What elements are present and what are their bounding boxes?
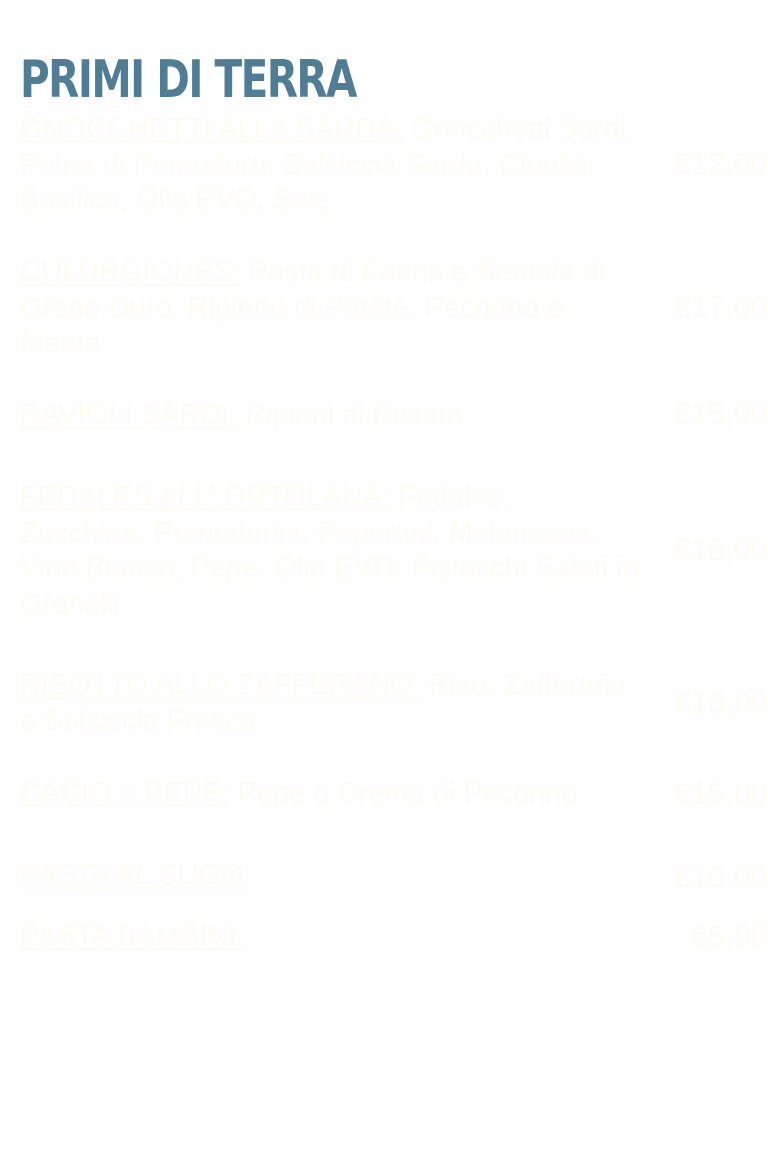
menu-item-price: €17,00 (673, 289, 768, 324)
menu-item-name: GNOCCHETTI ALLA SARDA: (20, 113, 404, 145)
menu-item-name: PASTA AL SUGO: (20, 859, 252, 891)
menu-item-name: RISOTTO ALLO ZAFFERANO: (20, 669, 421, 701)
menu-item-text (20, 668, 640, 739)
menu-item-price: €5,00 (690, 919, 768, 954)
menu-item-price: €10,00 (673, 859, 768, 894)
menu-item-text (20, 919, 640, 955)
menu-item-price: €18,00 (673, 685, 768, 720)
menu-item-price: €12,00 (673, 146, 768, 181)
menu-item-price: €15,00 (673, 776, 768, 811)
menu-item-price: €15,00 (673, 396, 768, 431)
menu-item-description: Riso, Zafferano e Salsiccia Fresca (20, 669, 627, 737)
menu-item-description: Fedales, Zucchine, Pomodorini, Peperoni, Melanzane, Vino Bianco, Pepe, Olio EVO, Pistacchi Salati in Granelli (20, 481, 639, 620)
menu-item-text (20, 480, 640, 622)
menu-item-description: Pasta di Farina e Semola di Grano Duro, Ripieno di Patate, Pecorino e Menta (20, 256, 606, 359)
menu-item-price: €18,00 (673, 532, 768, 567)
menu-item-text (20, 255, 640, 362)
menu-item-description: Ripieni di Ricotta (237, 399, 463, 431)
menu-item-description: Pepe e Crema di Pecorino (229, 777, 578, 809)
section-title: PRIMI DI TERRA (20, 50, 356, 110)
menu-item-name: PASTA BAMBINI: (20, 920, 245, 952)
menu-item-name: CACIO e PEPE: (20, 777, 230, 809)
menu-item-description: Gnocchetti Sardi, Polpa di Pomodoro, Salsiccia Sarda, Cipolla, Basilico, Olio EVO, Sale (20, 113, 635, 216)
menu-item-name: RAVIOLI SARDI: (20, 399, 238, 431)
menu-item-text (20, 776, 640, 812)
menu-item-text (20, 112, 640, 219)
menu-item-name: FEDALES ALL' ORTOLANA: (20, 481, 391, 513)
menu-item-name: CULURGIONES: (20, 256, 241, 288)
menu-item-text (20, 858, 640, 894)
menu-item-text (20, 398, 640, 434)
